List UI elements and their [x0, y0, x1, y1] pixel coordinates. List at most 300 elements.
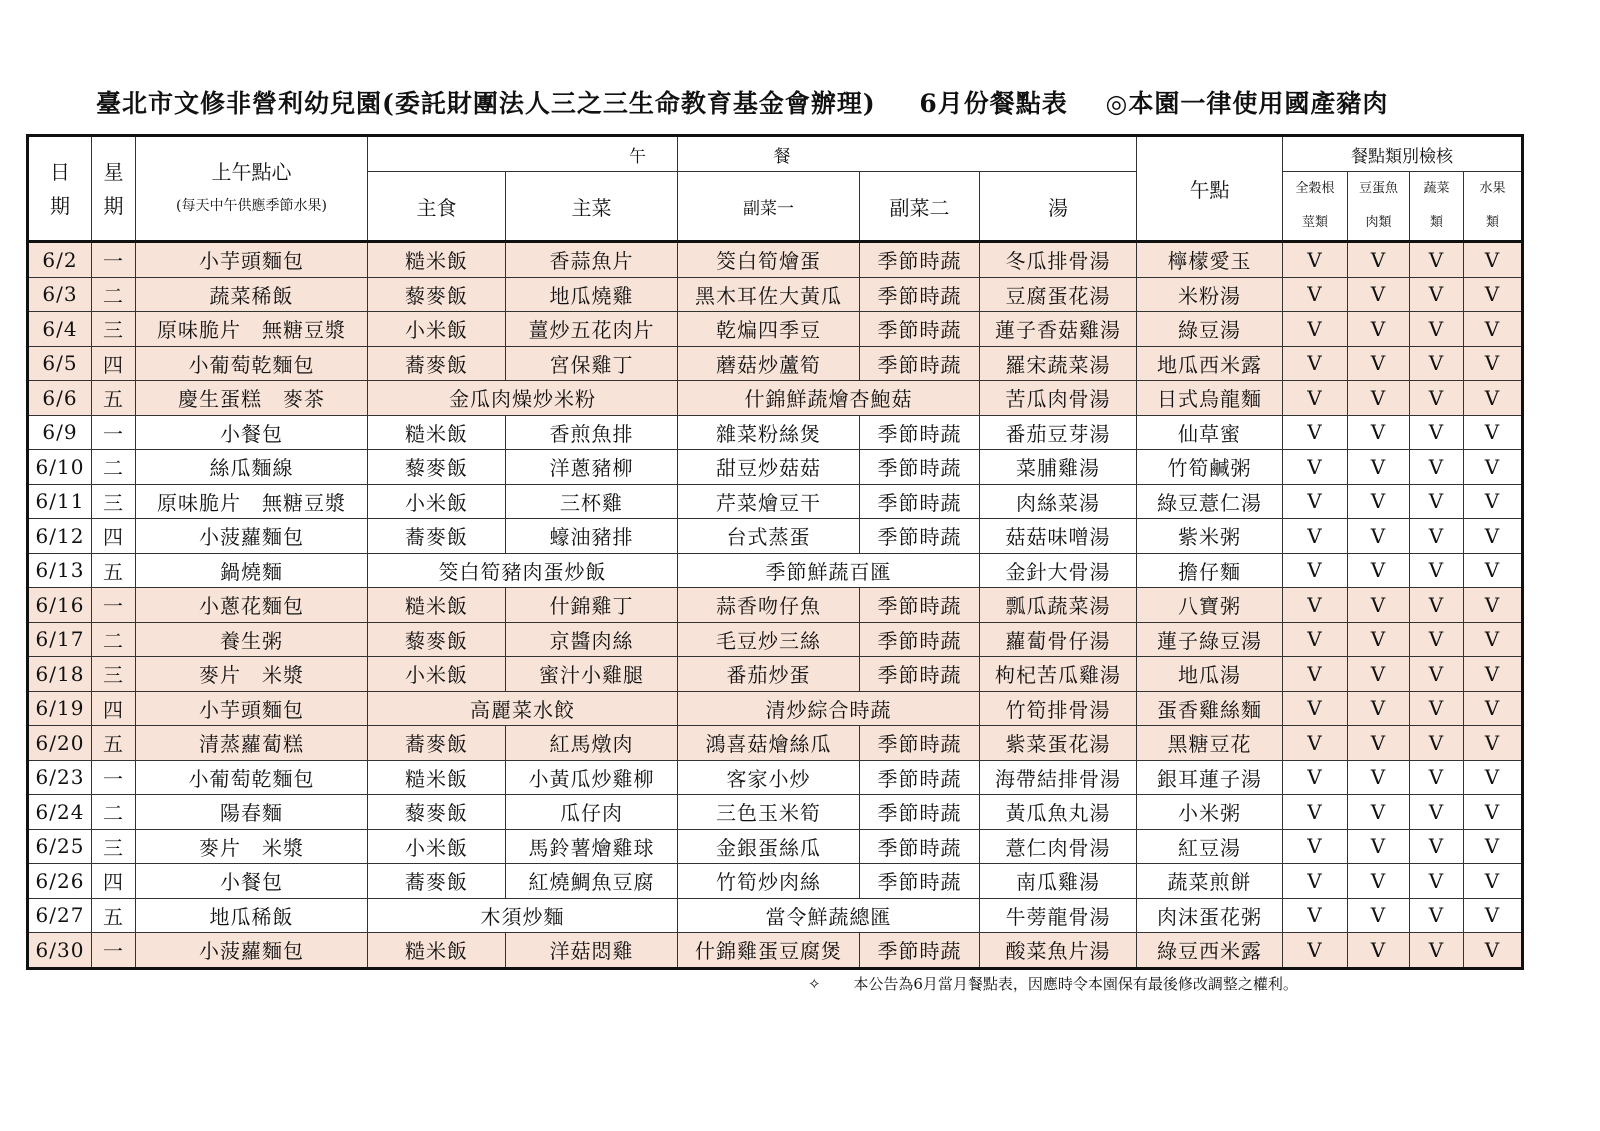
cell-weekday: 二 — [92, 795, 136, 830]
cell-check-vegetable: V — [1410, 657, 1464, 692]
cell-side2: 季節時蔬 — [860, 277, 980, 312]
cell-side2: 季節時蔬 — [860, 933, 980, 969]
cell-check-fruit: V — [1464, 933, 1523, 969]
cell-soup: 羅宋蔬菜湯 — [980, 346, 1137, 381]
table-row — [28, 829, 1523, 864]
cell-soup: 黃瓜魚丸湯 — [980, 795, 1137, 830]
header-staple: 主食 — [368, 172, 506, 242]
header-date: 日 期 — [28, 136, 92, 242]
cell-side1: 金銀蛋絲瓜 — [678, 829, 860, 864]
cell-afternoon-snack: 仙草蜜 — [1137, 415, 1283, 450]
cell-check-vegetable: V — [1410, 450, 1464, 485]
cell-check-fruit: V — [1464, 484, 1523, 519]
cell-main-dish: 香煎魚排 — [506, 415, 678, 450]
cell-date: 6/9 — [28, 415, 92, 450]
cell-weekday: 四 — [92, 346, 136, 381]
cell-date: 6/23 — [28, 760, 92, 795]
cell-side2: 季節時蔬 — [860, 242, 980, 278]
cell-check-protein: V — [1348, 381, 1410, 416]
cell-soup: 蓮子香菇雞湯 — [980, 312, 1137, 347]
cell-check-fruit: V — [1464, 898, 1523, 933]
cell-date: 6/11 — [28, 484, 92, 519]
header-afternoon-snack: 午點 — [1137, 136, 1283, 242]
cell-lunch-merged-side: 什錦鮮蔬燴杏鮑菇 — [678, 381, 980, 416]
cell-side1: 蘑菇炒蘆筍 — [678, 346, 860, 381]
cell-staple: 糙米飯 — [368, 588, 506, 623]
cell-soup: 蘿蔔骨仔湯 — [980, 622, 1137, 657]
cell-side2: 季節時蔬 — [860, 726, 980, 761]
cell-soup: 冬瓜排骨湯 — [980, 242, 1137, 278]
cell-check-vegetable: V — [1410, 588, 1464, 623]
table-row — [28, 519, 1523, 554]
cell-check-grains: V — [1283, 622, 1348, 657]
menu-table — [26, 134, 1524, 970]
cell-check-protein: V — [1348, 898, 1410, 933]
header-soup: 湯 — [980, 172, 1137, 242]
cell-check-vegetable: V — [1410, 277, 1464, 312]
cell-soup: 薏仁肉骨湯 — [980, 829, 1137, 864]
cell-weekday: 一 — [92, 760, 136, 795]
cell-date: 6/3 — [28, 277, 92, 312]
cell-weekday: 五 — [92, 381, 136, 416]
cell-check-vegetable: V — [1410, 898, 1464, 933]
cell-check-grains: V — [1283, 898, 1348, 933]
cell-weekday: 一 — [92, 242, 136, 278]
cell-weekday: 二 — [92, 622, 136, 657]
cell-check-protein: V — [1348, 760, 1410, 795]
header-lunch-a: 午 — [368, 136, 678, 172]
table-row — [28, 864, 1523, 899]
cell-soup: 竹筍排骨湯 — [980, 691, 1137, 726]
cell-check-protein: V — [1348, 519, 1410, 554]
cell-check-fruit: V — [1464, 829, 1523, 864]
cell-side1: 甜豆炒菇菇 — [678, 450, 860, 485]
cell-afternoon-snack: 肉沫蛋花粥 — [1137, 898, 1283, 933]
cell-afternoon-snack: 綠豆湯 — [1137, 312, 1283, 347]
cell-side2: 季節時蔬 — [860, 415, 980, 450]
cell-morning-snack: 慶生蛋糕 麥茶 — [136, 381, 368, 416]
cell-date: 6/16 — [28, 588, 92, 623]
cell-side2: 季節時蔬 — [860, 829, 980, 864]
cell-main-dish: 三杯雞 — [506, 484, 678, 519]
cell-main-dish: 地瓜燒雞 — [506, 277, 678, 312]
cell-afternoon-snack: 小米粥 — [1137, 795, 1283, 830]
cell-date: 6/10 — [28, 450, 92, 485]
cell-side1: 鴻喜菇燴絲瓜 — [678, 726, 860, 761]
cell-afternoon-snack: 蔬菜煎餅 — [1137, 864, 1283, 899]
header-lunch-b: 餐 — [678, 136, 1137, 172]
cell-morning-snack: 小葡萄乾麵包 — [136, 760, 368, 795]
cell-check-protein: V — [1348, 484, 1410, 519]
cell-morning-snack: 養生粥 — [136, 622, 368, 657]
table-row — [28, 553, 1523, 588]
cell-afternoon-snack: 綠豆西米露 — [1137, 933, 1283, 969]
cell-check-vegetable: V — [1410, 484, 1464, 519]
cell-check-grains: V — [1283, 415, 1348, 450]
cell-weekday: 三 — [92, 657, 136, 692]
cell-side2: 季節時蔬 — [860, 312, 980, 347]
cell-lunch-merged-side: 清炒綜合時蔬 — [678, 691, 980, 726]
table-row — [28, 346, 1523, 381]
cell-afternoon-snack: 擔仔麵 — [1137, 553, 1283, 588]
cell-morning-snack: 鍋燒麵 — [136, 553, 368, 588]
cell-staple: 小米飯 — [368, 657, 506, 692]
cell-side1: 乾煸四季豆 — [678, 312, 860, 347]
cell-staple: 藜麥飯 — [368, 795, 506, 830]
cell-weekday: 二 — [92, 450, 136, 485]
cell-side1: 芹菜燴豆干 — [678, 484, 860, 519]
cell-check-protein: V — [1348, 450, 1410, 485]
cell-morning-snack: 清蒸蘿蔔糕 — [136, 726, 368, 761]
cell-check-vegetable: V — [1410, 519, 1464, 554]
cell-date: 6/25 — [28, 829, 92, 864]
cell-date: 6/24 — [28, 795, 92, 830]
cell-check-fruit: V — [1464, 450, 1523, 485]
footer-note — [808, 973, 1298, 994]
cell-weekday: 四 — [92, 864, 136, 899]
cell-soup: 金針大骨湯 — [980, 553, 1137, 588]
cell-main-dish: 馬鈴薯燴雞球 — [506, 829, 678, 864]
cell-soup: 紫菜蛋花湯 — [980, 726, 1137, 761]
cell-lunch-merged-main: 金瓜肉燥炒米粉 — [368, 381, 678, 416]
cell-date: 6/30 — [28, 933, 92, 969]
cell-side2: 季節時蔬 — [860, 657, 980, 692]
cell-check-fruit: V — [1464, 726, 1523, 761]
cell-afternoon-snack: 蓮子綠豆湯 — [1137, 622, 1283, 657]
cell-check-protein: V — [1348, 726, 1410, 761]
cell-check-grains: V — [1283, 553, 1348, 588]
cell-date: 6/17 — [28, 622, 92, 657]
cell-afternoon-snack: 蛋香雞絲麵 — [1137, 691, 1283, 726]
cell-side2: 季節時蔬 — [860, 484, 980, 519]
cell-staple: 糙米飯 — [368, 415, 506, 450]
cell-main-dish: 紅馬燉肉 — [506, 726, 678, 761]
cell-afternoon-snack: 八寶粥 — [1137, 588, 1283, 623]
cell-morning-snack: 原味脆片 無糖豆漿 — [136, 312, 368, 347]
cell-weekday: 三 — [92, 312, 136, 347]
cell-check-vegetable: V — [1410, 242, 1464, 278]
table-row — [28, 760, 1523, 795]
cell-main-dish: 蜜汁小雞腿 — [506, 657, 678, 692]
cell-main-dish: 瓜仔肉 — [506, 795, 678, 830]
cell-side1: 什錦雞蛋豆腐煲 — [678, 933, 860, 969]
cell-check-vegetable: V — [1410, 312, 1464, 347]
cell-afternoon-snack: 竹筍鹹粥 — [1137, 450, 1283, 485]
cell-morning-snack: 麥片 米漿 — [136, 829, 368, 864]
cell-main-dish: 香蒜魚片 — [506, 242, 678, 278]
header-side1: 副菜一 — [678, 172, 860, 242]
cell-check-fruit: V — [1464, 381, 1523, 416]
table-row — [28, 242, 1523, 278]
cell-date: 6/27 — [28, 898, 92, 933]
cell-weekday: 一 — [92, 415, 136, 450]
cell-check-protein: V — [1348, 829, 1410, 864]
cell-check-protein: V — [1348, 864, 1410, 899]
cell-staple: 蕎麥飯 — [368, 726, 506, 761]
table-row — [28, 415, 1523, 450]
cell-afternoon-snack: 紅豆湯 — [1137, 829, 1283, 864]
cell-check-grains: V — [1283, 519, 1348, 554]
cell-staple: 糙米飯 — [368, 242, 506, 278]
cell-date: 6/6 — [28, 381, 92, 416]
cell-weekday: 五 — [92, 726, 136, 761]
note-star-icon: ✧ — [808, 975, 821, 993]
cell-staple: 糙米飯 — [368, 933, 506, 969]
table-row — [28, 933, 1523, 969]
cell-check-vegetable: V — [1410, 726, 1464, 761]
cell-staple: 藜麥飯 — [368, 277, 506, 312]
cell-staple: 蕎麥飯 — [368, 519, 506, 554]
page-title — [96, 84, 1536, 124]
cell-date: 6/13 — [28, 553, 92, 588]
cell-main-dish: 小黃瓜炒雞柳 — [506, 760, 678, 795]
cell-staple: 蕎麥飯 — [368, 346, 506, 381]
cell-check-grains: V — [1283, 346, 1348, 381]
cell-lunch-merged-side: 季節鮮蔬百匯 — [678, 553, 980, 588]
cell-check-protein: V — [1348, 657, 1410, 692]
table-row — [28, 312, 1523, 347]
table-row — [28, 277, 1523, 312]
cell-date: 6/26 — [28, 864, 92, 899]
cell-side1: 黑木耳佐大黃瓜 — [678, 277, 860, 312]
cell-check-grains: V — [1283, 450, 1348, 485]
cell-check-fruit: V — [1464, 760, 1523, 795]
cell-check-fruit: V — [1464, 795, 1523, 830]
cell-side1: 客家小炒 — [678, 760, 860, 795]
cell-check-grains: V — [1283, 484, 1348, 519]
cell-check-protein: V — [1348, 622, 1410, 657]
table-row — [28, 726, 1523, 761]
cell-main-dish: 蠔油豬排 — [506, 519, 678, 554]
cell-side1: 三色玉米筍 — [678, 795, 860, 830]
cell-morning-snack: 蔬菜稀飯 — [136, 277, 368, 312]
cell-check-grains: V — [1283, 864, 1348, 899]
table-row — [28, 622, 1523, 657]
cell-main-dish: 洋菇悶雞 — [506, 933, 678, 969]
table-row — [28, 898, 1523, 933]
cell-check-grains: V — [1283, 760, 1348, 795]
cell-check-fruit: V — [1464, 242, 1523, 278]
cell-afternoon-snack: 日式烏龍麵 — [1137, 381, 1283, 416]
cell-weekday: 四 — [92, 519, 136, 554]
cell-soup: 酸菜魚片湯 — [980, 933, 1137, 969]
cell-side2: 季節時蔬 — [860, 864, 980, 899]
menu-table-header — [28, 136, 1523, 242]
cell-check-protein: V — [1348, 415, 1410, 450]
cell-weekday: 三 — [92, 484, 136, 519]
cell-side1: 番茄炒蛋 — [678, 657, 860, 692]
cell-check-vegetable: V — [1410, 346, 1464, 381]
cell-lunch-merged-main: 高麗菜水餃 — [368, 691, 678, 726]
pork-notice: ◎本園一律使用國產豬肉 — [1105, 89, 1389, 118]
cell-morning-snack: 小芋頭麵包 — [136, 691, 368, 726]
header-check-protein: 豆蛋魚 肉類 — [1348, 172, 1410, 242]
cell-check-protein: V — [1348, 312, 1410, 347]
note-text: 本公告為6月當月餐點表，因應時令本園保有最後修改調整之權利。 — [853, 975, 1298, 993]
header-main-dish: 主菜 — [506, 172, 678, 242]
cell-check-protein: V — [1348, 277, 1410, 312]
cell-check-fruit: V — [1464, 864, 1523, 899]
cell-check-grains: V — [1283, 691, 1348, 726]
cell-soup: 菇菇味噌湯 — [980, 519, 1137, 554]
cell-soup: 肉絲菜湯 — [980, 484, 1137, 519]
cell-check-grains: V — [1283, 657, 1348, 692]
cell-check-fruit: V — [1464, 691, 1523, 726]
cell-side2: 季節時蔬 — [860, 795, 980, 830]
header-weekday: 星 期 — [92, 136, 136, 242]
cell-check-grains: V — [1283, 381, 1348, 416]
cell-check-protein: V — [1348, 242, 1410, 278]
cell-check-fruit: V — [1464, 346, 1523, 381]
cell-check-protein: V — [1348, 346, 1410, 381]
cell-morning-snack: 小菠蘿麵包 — [136, 519, 368, 554]
header-check-fruit: 水果 類 — [1464, 172, 1523, 242]
cell-lunch-merged-main: 筊白筍豬肉蛋炒飯 — [368, 553, 678, 588]
cell-staple: 小米飯 — [368, 829, 506, 864]
cell-soup: 菜脯雞湯 — [980, 450, 1137, 485]
cell-morning-snack: 原味脆片 無糖豆漿 — [136, 484, 368, 519]
cell-soup: 枸杞苦瓜雞湯 — [980, 657, 1137, 692]
cell-check-fruit: V — [1464, 622, 1523, 657]
cell-weekday: 五 — [92, 553, 136, 588]
cell-date: 6/5 — [28, 346, 92, 381]
header-check-group: 餐點類別檢核 — [1283, 136, 1523, 172]
cell-check-vegetable: V — [1410, 691, 1464, 726]
cell-check-vegetable: V — [1410, 381, 1464, 416]
cell-check-fruit: V — [1464, 519, 1523, 554]
cell-weekday: 一 — [92, 588, 136, 623]
cell-check-vegetable: V — [1410, 553, 1464, 588]
cell-weekday: 一 — [92, 933, 136, 969]
cell-check-protein: V — [1348, 553, 1410, 588]
cell-staple: 小米飯 — [368, 312, 506, 347]
school-name: 臺北市文修非營利幼兒園(委託財團法人三之三生命教育基金會辦理) — [96, 89, 876, 118]
cell-side1: 台式蒸蛋 — [678, 519, 860, 554]
cell-lunch-merged-main: 木須炒麵 — [368, 898, 678, 933]
table-row — [28, 588, 1523, 623]
cell-check-grains: V — [1283, 242, 1348, 278]
cell-check-protein: V — [1348, 933, 1410, 969]
cell-main-dish: 什錦雞丁 — [506, 588, 678, 623]
cell-morning-snack: 麥片 米漿 — [136, 657, 368, 692]
cell-morning-snack: 絲瓜麵線 — [136, 450, 368, 485]
cell-date: 6/12 — [28, 519, 92, 554]
cell-weekday: 三 — [92, 829, 136, 864]
cell-side1: 竹筍炒肉絲 — [678, 864, 860, 899]
table-row — [28, 381, 1523, 416]
cell-morning-snack: 小餐包 — [136, 864, 368, 899]
table-row — [28, 691, 1523, 726]
cell-side2: 季節時蔬 — [860, 519, 980, 554]
cell-check-grains: V — [1283, 795, 1348, 830]
header-morning-snack: 上午點心 (每天中午供應季節水果) — [136, 136, 368, 242]
cell-side1: 筊白筍燴蛋 — [678, 242, 860, 278]
cell-morning-snack: 小芋頭麵包 — [136, 242, 368, 278]
cell-morning-snack: 地瓜稀飯 — [136, 898, 368, 933]
cell-morning-snack: 小葡萄乾麵包 — [136, 346, 368, 381]
header-side2: 副菜二 — [860, 172, 980, 242]
cell-soup: 南瓜雞湯 — [980, 864, 1137, 899]
cell-weekday: 五 — [92, 898, 136, 933]
cell-soup: 豆腐蛋花湯 — [980, 277, 1137, 312]
cell-side2: 季節時蔬 — [860, 450, 980, 485]
cell-check-protein: V — [1348, 588, 1410, 623]
cell-side1: 毛豆炒三絲 — [678, 622, 860, 657]
cell-afternoon-snack: 銀耳蓮子湯 — [1137, 760, 1283, 795]
cell-morning-snack: 小蔥花麵包 — [136, 588, 368, 623]
cell-check-grains: V — [1283, 829, 1348, 864]
month-label: 6月份餐點表 — [919, 89, 1068, 118]
cell-check-protein: V — [1348, 691, 1410, 726]
cell-soup: 牛蒡龍骨湯 — [980, 898, 1137, 933]
cell-main-dish: 京醬肉絲 — [506, 622, 678, 657]
cell-afternoon-snack: 綠豆薏仁湯 — [1137, 484, 1283, 519]
cell-morning-snack: 小餐包 — [136, 415, 368, 450]
cell-check-fruit: V — [1464, 588, 1523, 623]
table-row — [28, 795, 1523, 830]
cell-date: 6/18 — [28, 657, 92, 692]
cell-side2: 季節時蔬 — [860, 346, 980, 381]
cell-soup: 瓢瓜蔬菜湯 — [980, 588, 1137, 623]
cell-afternoon-snack: 黑糖豆花 — [1137, 726, 1283, 761]
cell-side2: 季節時蔬 — [860, 622, 980, 657]
cell-morning-snack: 陽春麵 — [136, 795, 368, 830]
table-row — [28, 450, 1523, 485]
cell-check-vegetable: V — [1410, 795, 1464, 830]
cell-soup: 番茄豆芽湯 — [980, 415, 1137, 450]
cell-afternoon-snack: 地瓜西米露 — [1137, 346, 1283, 381]
cell-afternoon-snack: 檸檬愛玉 — [1137, 242, 1283, 278]
cell-main-dish: 宮保雞丁 — [506, 346, 678, 381]
cell-side1: 蒜香吻仔魚 — [678, 588, 860, 623]
cell-afternoon-snack: 紫米粥 — [1137, 519, 1283, 554]
cell-date: 6/4 — [28, 312, 92, 347]
cell-check-fruit: V — [1464, 312, 1523, 347]
cell-side2: 季節時蔬 — [860, 588, 980, 623]
cell-check-grains: V — [1283, 933, 1348, 969]
header-check-vegetable: 蔬菜 類 — [1410, 172, 1464, 242]
cell-check-vegetable: V — [1410, 829, 1464, 864]
table-row — [28, 484, 1523, 519]
header-check-grains: 全穀根 莖類 — [1283, 172, 1348, 242]
cell-staple: 糙米飯 — [368, 760, 506, 795]
cell-check-vegetable: V — [1410, 864, 1464, 899]
cell-soup: 苦瓜肉骨湯 — [980, 381, 1137, 416]
cell-check-grains: V — [1283, 277, 1348, 312]
cell-weekday: 二 — [92, 277, 136, 312]
cell-soup: 海帶結排骨湯 — [980, 760, 1137, 795]
cell-check-grains: V — [1283, 312, 1348, 347]
cell-main-dish: 洋蔥豬柳 — [506, 450, 678, 485]
cell-check-fruit: V — [1464, 657, 1523, 692]
cell-staple: 藜麥飯 — [368, 622, 506, 657]
cell-check-vegetable: V — [1410, 415, 1464, 450]
menu-table-body — [28, 242, 1523, 969]
cell-main-dish: 薑炒五花肉片 — [506, 312, 678, 347]
cell-main-dish: 紅燒鯛魚豆腐 — [506, 864, 678, 899]
cell-check-grains: V — [1283, 588, 1348, 623]
cell-morning-snack: 小菠蘿麵包 — [136, 933, 368, 969]
cell-staple: 蕎麥飯 — [368, 864, 506, 899]
cell-afternoon-snack: 米粉湯 — [1137, 277, 1283, 312]
cell-check-fruit: V — [1464, 415, 1523, 450]
cell-date: 6/20 — [28, 726, 92, 761]
cell-check-vegetable: V — [1410, 622, 1464, 657]
cell-date: 6/19 — [28, 691, 92, 726]
cell-check-vegetable: V — [1410, 933, 1464, 969]
cell-afternoon-snack: 地瓜湯 — [1137, 657, 1283, 692]
cell-date: 6/2 — [28, 242, 92, 278]
